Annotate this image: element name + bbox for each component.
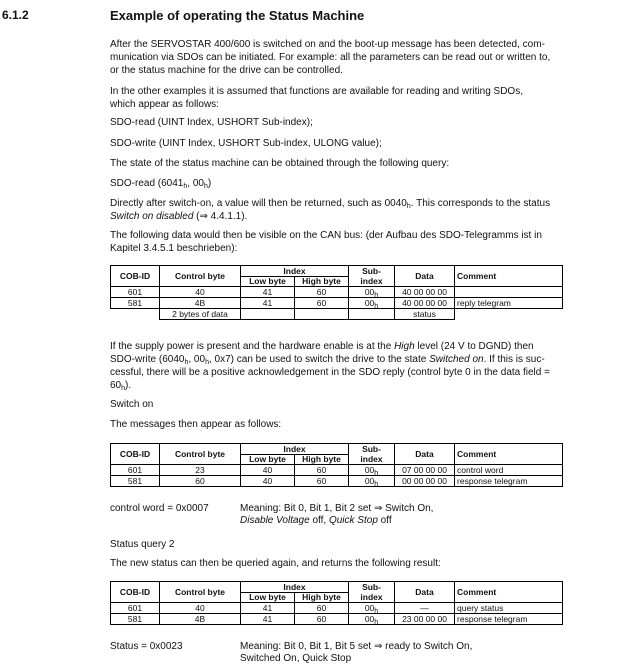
text-line: Directly after switch-on, a value will then be returned, such as $0040_h$. This corresponds to the status xyxy=(110,198,551,210)
text-line: Kapitel 3.4.5.1 beschrieben): xyxy=(110,243,238,254)
paragraph-messages: The messages then appear as follows: xyxy=(110,419,282,430)
table-row: 581 4B 41 60 $00_h$ 23 00 00 00 response telegram xyxy=(111,614,563,625)
header-sub-index: Sub- index xyxy=(349,444,395,465)
table-row: 581 60 40 60 $00_h$ 00 00 00 00 response telegram xyxy=(111,476,563,487)
text-line: SDO-write ($6040_h$, $00_h$, 0x7) can be used to switch the drive to the state Switched on. If this is suc- xyxy=(110,354,545,366)
header-high-byte: High byte xyxy=(295,277,349,287)
can-table-1-wrapper xyxy=(110,265,610,320)
header-index: Index xyxy=(241,266,349,277)
table-row: 581 4B 41 60 $00_h$ 40 00 00 00 reply telegram xyxy=(111,298,563,309)
control-word-label: control word = 0x0007 xyxy=(110,503,209,514)
text-line: $60_h$). xyxy=(110,380,132,392)
header-cob-id: COB-ID xyxy=(111,266,160,287)
header-low-byte: Low byte xyxy=(241,593,295,603)
header-cob-id: COB-ID xyxy=(111,444,160,465)
header-comment: Comment xyxy=(455,266,563,287)
paragraph-new-status: The new status can then be queried again, and returns the following result: xyxy=(110,558,441,569)
paragraph-can-bus xyxy=(110,229,610,255)
text-line: munication via SDOs can be initiated. For example: all the parameters can be read out or written to, xyxy=(110,52,551,63)
section-title: Example of operating the Status Machine xyxy=(110,8,365,23)
paragraph-supply-power xyxy=(110,340,610,392)
header-control-byte: Control byte xyxy=(160,444,241,465)
header-low-byte: Low byte xyxy=(241,277,295,287)
paragraph-intro xyxy=(110,38,610,77)
status-query-heading: Status query 2 xyxy=(110,539,175,550)
header-index: Index xyxy=(241,582,349,593)
header-comment: Comment xyxy=(455,582,563,603)
sdo-read-signature: SDO-read (UINT Index, USHORT Sub-index); xyxy=(110,117,313,128)
sdo-write-signature: SDO-write (UINT Index, USHORT Sub-index, ULONG value); xyxy=(110,138,382,149)
header-data: Data xyxy=(395,444,455,465)
text-line: In the other examples it is assumed that functions are available for reading and writing SDOs, xyxy=(110,86,523,97)
text-line: or the status machine for the drive can be controlled. xyxy=(110,65,343,76)
header-index: Index xyxy=(241,444,349,455)
table-row: 601 40 41 60 $00_h$ — query status xyxy=(111,603,563,614)
text-line: which appear as follows: xyxy=(110,99,219,110)
can-table-2 xyxy=(110,443,563,487)
table-row: 601 40 41 60 $00_h$ 40 00 00 00 xyxy=(111,287,563,298)
switch-on-heading: Switch on xyxy=(110,399,154,410)
status-meaning: Meaning: Bit 0, Bit 1, Bit 5 set ⇒ ready to Switch On, Switched On, Quick Stop xyxy=(240,641,473,664)
text-line: The following data would then be visible on the CAN bus: (der Aufbau des SDO-Telegramms ist in xyxy=(110,230,542,241)
section-number: 6.1.2 xyxy=(2,8,29,22)
text-line: Switch on disabled (⇒ 4.4.1.1). xyxy=(110,211,248,222)
header-comment: Comment xyxy=(455,444,563,465)
header-data: Data xyxy=(395,266,455,287)
header-sub-index: Sub- index xyxy=(349,266,395,287)
header-data: Data xyxy=(395,582,455,603)
header-sub-index: Sub- index xyxy=(349,582,395,603)
status-label: Status = 0x0023 xyxy=(110,641,183,652)
header-control-byte: Control byte xyxy=(160,582,241,603)
header-high-byte: High byte xyxy=(295,455,349,465)
header-low-byte: Low byte xyxy=(241,455,295,465)
header-high-byte: High byte xyxy=(295,593,349,603)
paragraph-query: The state of the status machine can be obtained through the following query: xyxy=(110,158,450,169)
header-cob-id: COB-ID xyxy=(111,582,160,603)
can-table-3-wrapper xyxy=(110,581,610,625)
table-row: 601 23 40 60 $00_h$ 07 00 00 00 control word xyxy=(111,465,563,476)
table-note-row: 2 bytes of data status xyxy=(111,309,563,320)
text-line: cessful, there will be a positive acknowledgement in the SDO reply (control byte 0 in the data field = xyxy=(110,367,550,378)
can-table-1 xyxy=(110,265,563,320)
header-control-byte: Control byte xyxy=(160,266,241,287)
paragraph-switch-on-value xyxy=(110,197,610,223)
can-table-3 xyxy=(110,581,563,625)
can-table-2-wrapper xyxy=(110,443,610,487)
text-line: If the supply power is present and the hardware enable is at the High level (24 V to DGND) then xyxy=(110,341,534,352)
text-line: After the SERVOSTAR 400/600 is switched on and the boot-up message has been detected, com- xyxy=(110,39,545,50)
sdo-read-example: SDO-read ($6041_h$, $00_h$) xyxy=(110,178,212,190)
paragraph-assumption xyxy=(110,85,610,111)
control-word-meaning: Meaning: Bit 0, Bit 1, Bit 2 set ⇒ Switch On, Disable Voltage off, Quick Stop off xyxy=(240,503,434,526)
